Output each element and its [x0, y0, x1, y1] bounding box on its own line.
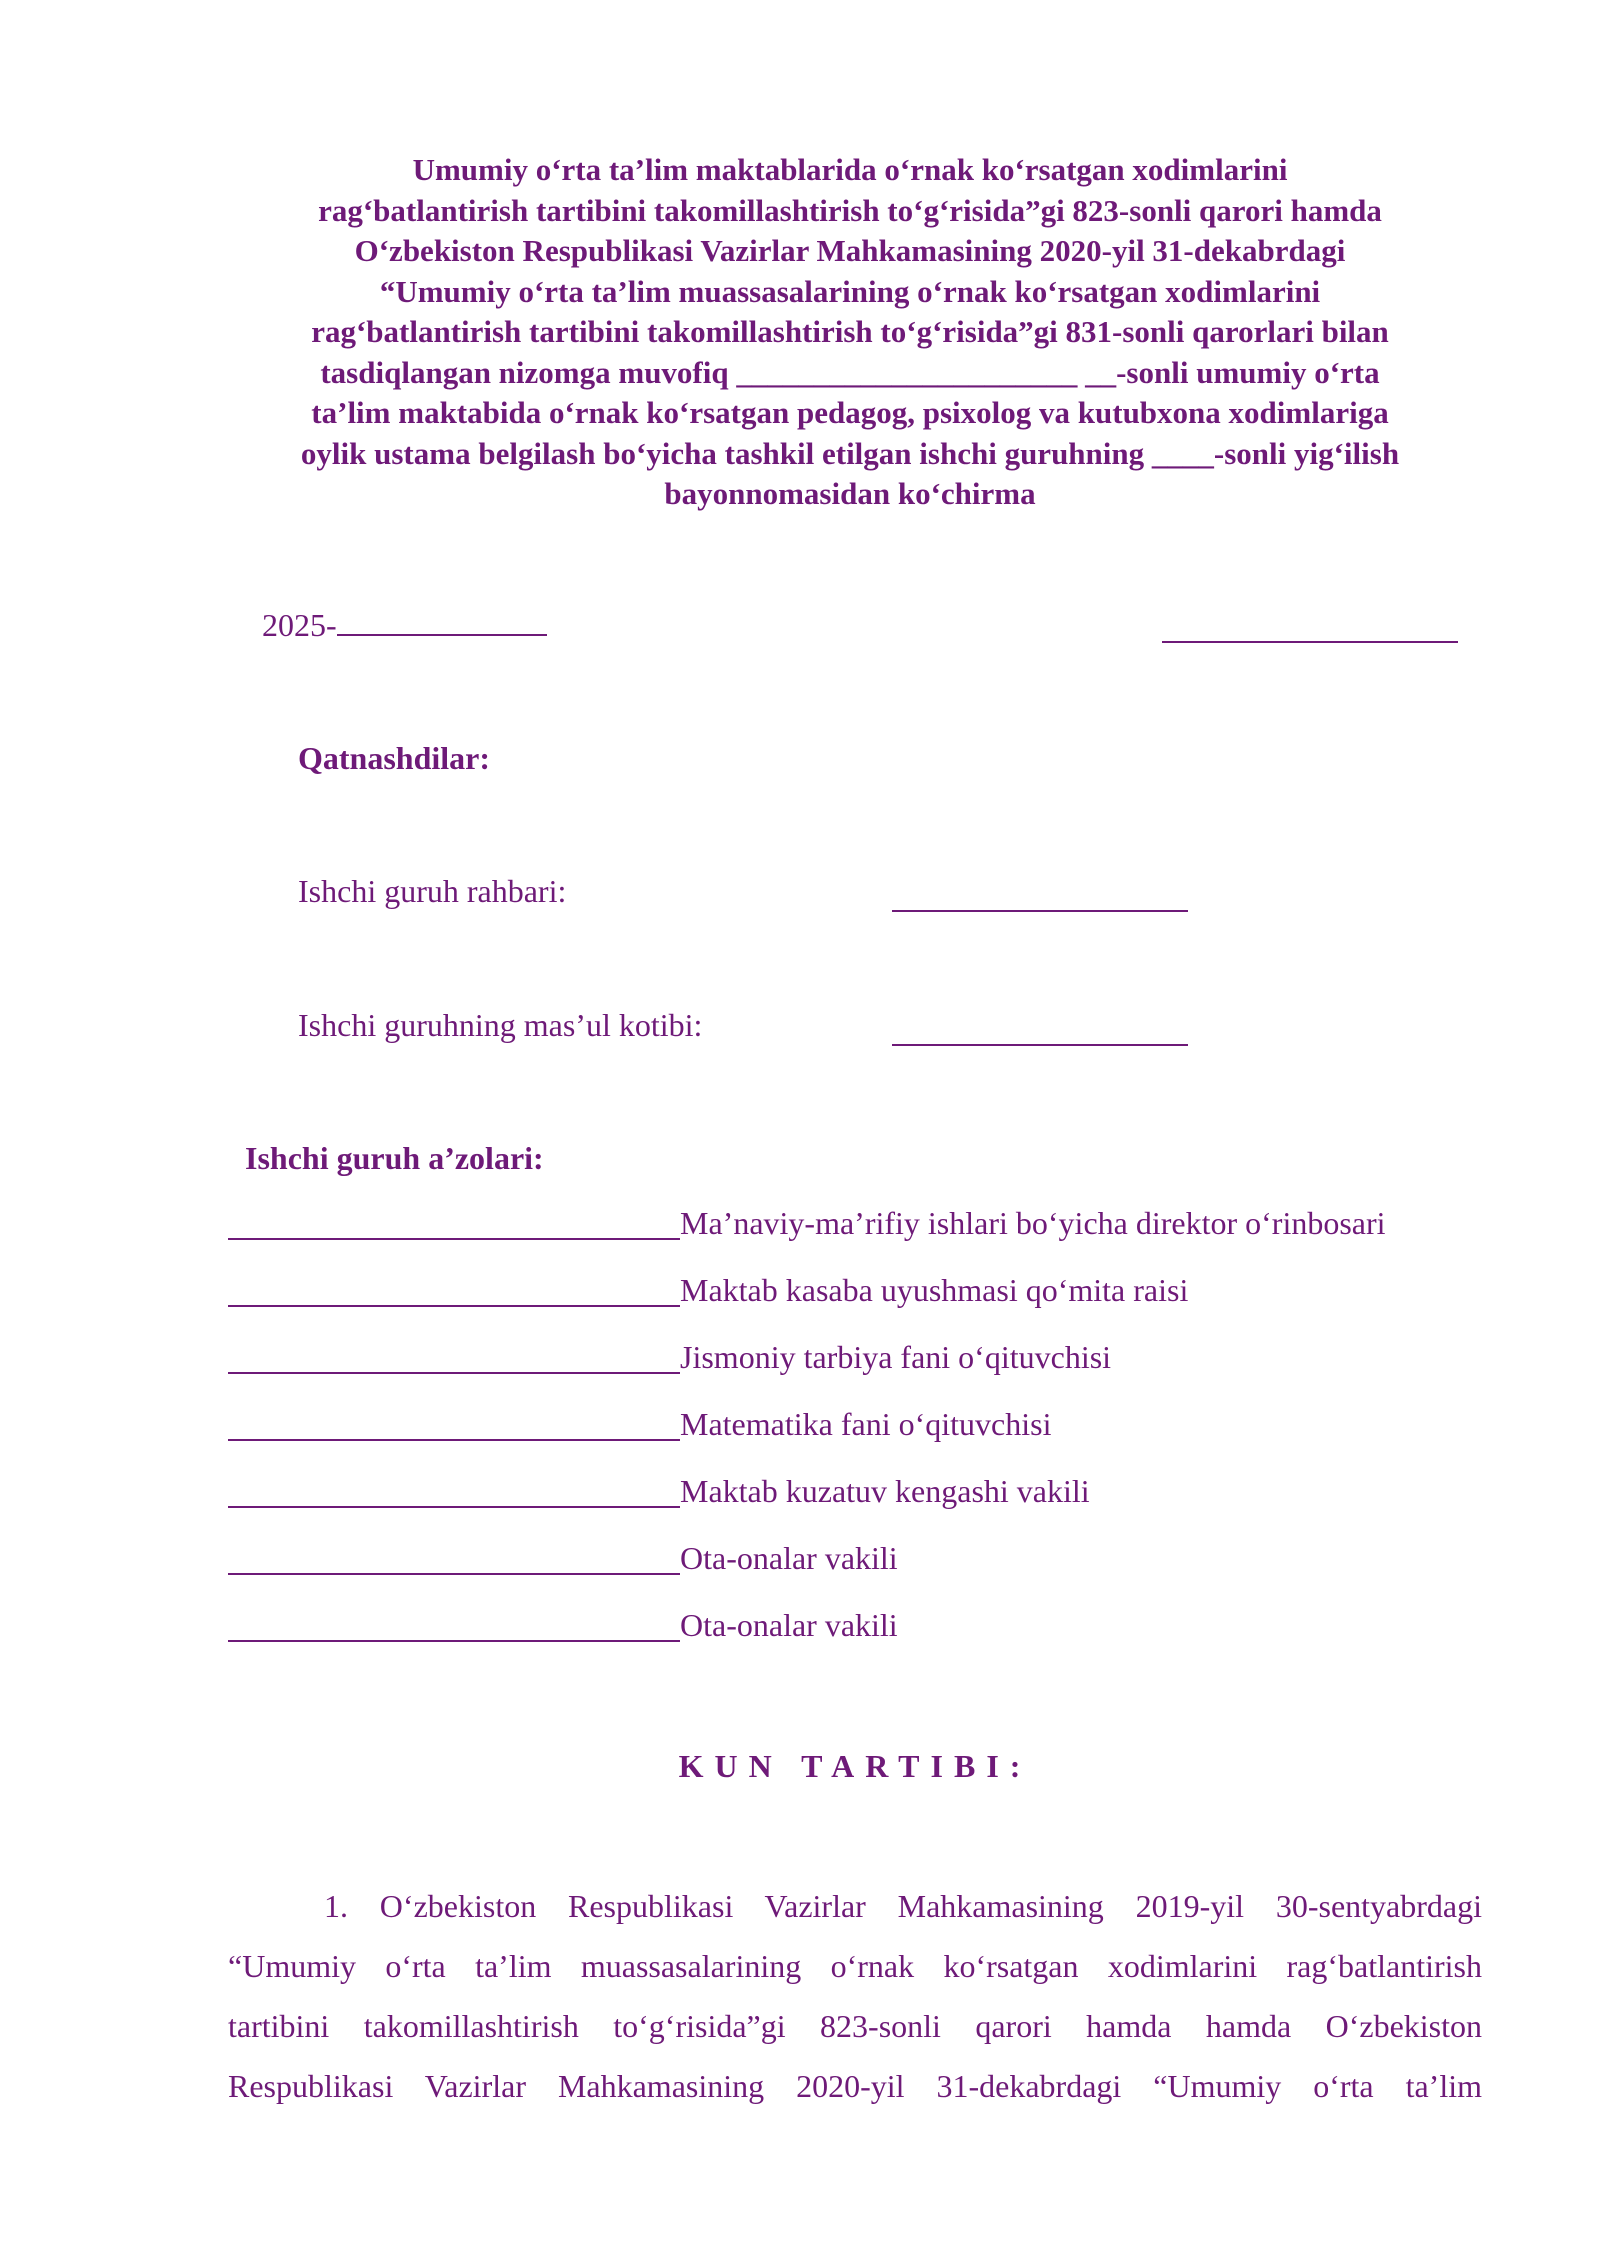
date-prefix: 2025-: [262, 607, 337, 643]
title-line: ta’lim maktabida o‘rnak ko‘rsatgan pedagog, psixolog va kutubxona xodimlariga: [311, 395, 1389, 430]
member-row: [228, 1205, 1488, 1272]
member-name-blank: [228, 1339, 680, 1374]
member-role: Matematika fani o‘qituvchisi: [680, 1406, 1052, 1442]
member-name-blank: [228, 1272, 680, 1307]
member-row: [228, 1607, 1488, 1674]
agenda-line: 1. O‘zbekiston Respublikasi Vazirlar Mahkamasining 2019-yil 30-sentyabrdagi: [324, 1888, 1482, 1924]
title-line: O‘zbekiston Respublikasi Vazirlar Mahkamasining 2020-yil 31-dekabrdagi: [354, 233, 1346, 268]
member-name-blank: [228, 1607, 680, 1642]
agenda-paragraph: [228, 1876, 1482, 2116]
member-row: [228, 1473, 1488, 1540]
title-line: rag‘batlantirish tartibini takomillashtirish to‘g‘risida”gi 823-sonli qarori hamda: [318, 192, 1382, 228]
title-line: “Umumiy o‘rta ta’lim muassasalarining o‘rnak ko‘rsatgan xodimlarini: [379, 273, 1321, 309]
member-role: Maktab kuzatuv kengashi vakili: [680, 1473, 1090, 1509]
member-role: Jismoniy tarbiya fani o‘qituvchisi: [680, 1339, 1112, 1375]
title-line: rag‘batlantirish tartibini takomillashtirish to‘g‘risida”gi 831-sonli qarorlari bilan: [311, 314, 1389, 349]
member-row: [228, 1272, 1488, 1339]
place-blank: [1162, 611, 1458, 643]
member-role: Maktab kasaba uyushmasi qo‘mita raisi: [680, 1272, 1189, 1308]
title-line: oylik ustama belgilash bo‘yicha tashkil etilgan ishchi guruhning ____-sonli yig‘ilish: [300, 435, 1400, 471]
member-role: Ota-onalar vakili: [680, 1540, 898, 1576]
agenda-heading: KUN TARTIBI:: [678, 1748, 1032, 1784]
agenda-line: “Umumiy o‘rta ta’lim muassasalarining o‘rnak ko‘rsatgan xodimlarini rag‘batlantirish: [228, 1948, 1482, 1984]
agenda-line: tartibini takomillashtirish to‘g‘risida”gi 823-sonli qarori hamda hamda O‘zbekiston: [228, 2008, 1482, 2044]
member-name-blank: [228, 1205, 680, 1240]
document-title: [228, 150, 1472, 515]
member-role: Ota-onalar vakili: [680, 1607, 898, 1643]
role-secretary-label: Ishchi guruhning mas’ul kotibi:: [298, 1007, 703, 1043]
title-line: Umumiy o‘rta ta’lim maktablarida o‘rnak ko‘rsatgan xodimlarini: [412, 152, 1288, 187]
member-row: [228, 1540, 1488, 1607]
title-line: tasdiqlangan nizomga muvofiq ______________________ __-sonli umumiy o‘rta: [320, 354, 1380, 390]
member-name-blank: [228, 1406, 680, 1441]
member-role: Ma’naviy-ma’rifiy ishlari bo‘yicha direktor o‘rinbosari: [680, 1205, 1386, 1241]
members-list: [228, 1205, 1488, 1674]
title-line: bayonnomasidan ko‘chirma: [664, 476, 1036, 511]
member-row: [228, 1339, 1488, 1406]
member-row: [228, 1406, 1488, 1473]
members-heading: Ishchi guruh a’zolari:: [245, 1140, 544, 1176]
role-secretary-blank: [892, 1014, 1188, 1046]
role-leader-blank: [892, 880, 1188, 912]
member-name-blank: [228, 1473, 680, 1508]
date-blank: [337, 604, 547, 636]
date-field: [262, 604, 547, 644]
participants-heading: Qatnashdilar:: [298, 740, 491, 776]
agenda-line: Respublikasi Vazirlar Mahkamasining 2020-yil 31-dekabrdagi “Umumiy o‘rta ta’lim: [228, 2068, 1482, 2104]
role-leader-label: Ishchi guruh rahbari:: [298, 873, 567, 909]
member-name-blank: [228, 1540, 680, 1575]
